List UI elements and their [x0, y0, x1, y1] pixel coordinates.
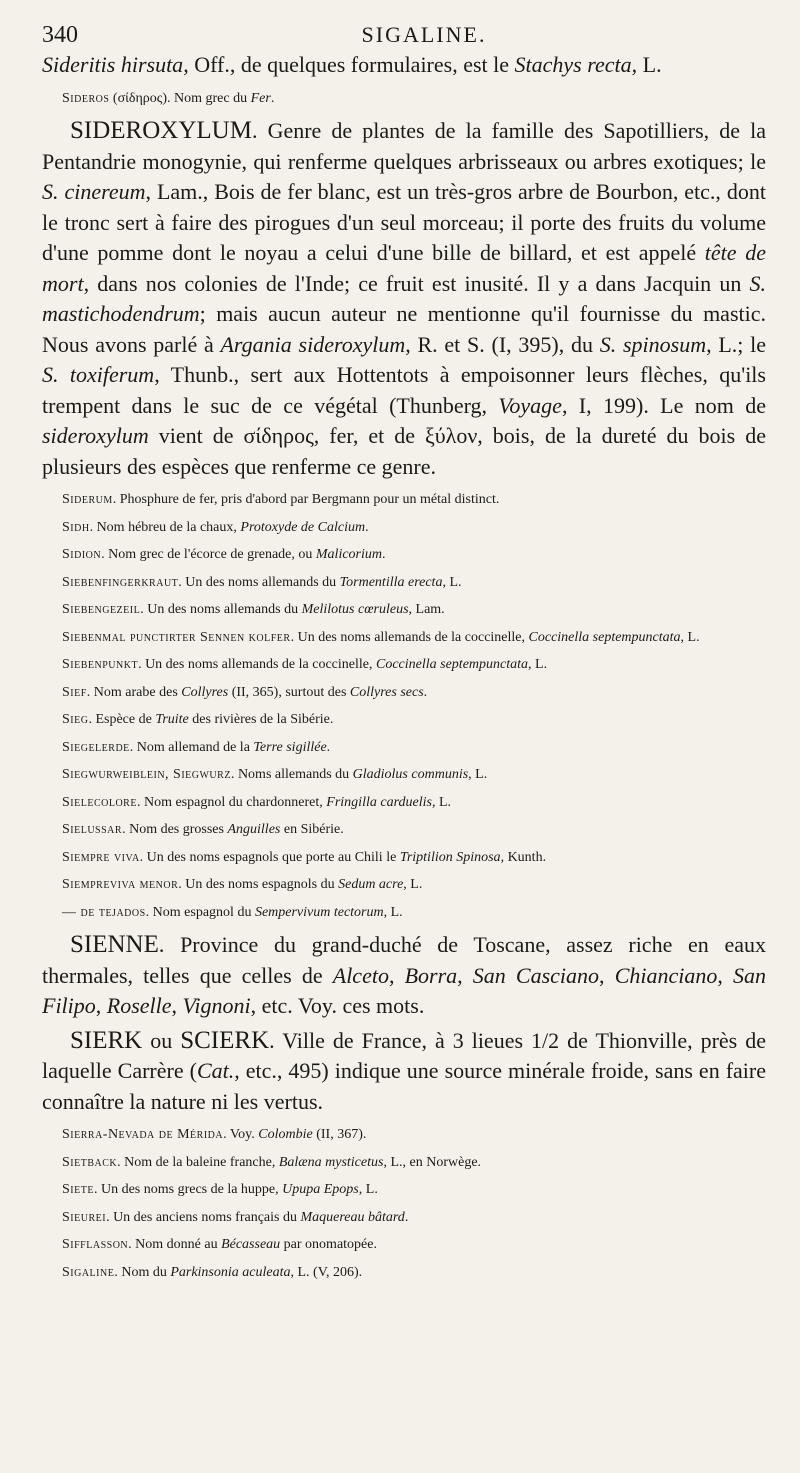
entry-headword: Siebengezeil: [62, 602, 141, 617]
entry-headword: — de tejados: [62, 904, 146, 920]
entry-headword: Sierra-Nevada de Mérida: [62, 1127, 224, 1142]
italic-term: San Casciano: [472, 962, 600, 988]
entry-text: , Lam.: [408, 602, 445, 617]
entry-text: , Off., de quelques formulaires, est le: [183, 52, 515, 77]
italic-term: Malicorium: [315, 547, 382, 562]
entry-siempre: [62, 848, 766, 868]
entry-headword: Siegwurweiblein, Siegwurz: [62, 767, 231, 782]
italic-term: Collyres: [181, 684, 229, 700]
italic-term: Upupa Epops: [282, 1182, 359, 1197]
dictionary-entries: [42, 50, 766, 1282]
entry-headword: Sieg: [62, 712, 89, 727]
entry-text: . Nom arabe des: [86, 684, 182, 700]
entry-headword: Sielecolore: [62, 794, 137, 810]
italic-term: Parkinsonia aculeata: [170, 1264, 291, 1280]
entry-text: .: [382, 547, 386, 562]
entry-headword: Siebenpunkt: [62, 657, 139, 672]
entry-text: . Un des noms allemands du: [140, 602, 302, 617]
entry-sielussar: [62, 820, 766, 840]
entry-text: en Sibérie.: [280, 822, 344, 837]
entry-sideroxylum: [42, 116, 766, 482]
entry-headword: Siderum: [62, 492, 113, 507]
entry-text: , Kunth.: [500, 849, 547, 865]
italic-term: Stachys recta: [514, 52, 632, 77]
entry-headword: Siegelerde: [62, 739, 130, 755]
entry-headword: SCIERK: [180, 1026, 270, 1054]
entry-text: .: [270, 90, 275, 106]
entry-text: ,: [457, 962, 473, 988]
entry-headword: Siempre viva: [62, 849, 140, 865]
entry-siegelerde: [62, 738, 766, 758]
entry-text: . Nom allemand de la: [129, 739, 254, 755]
italic-term: Tormentilla erecta: [339, 574, 443, 590]
entry-text: .: [404, 1209, 409, 1225]
entry-text: , I, 199). Le nom de: [561, 392, 766, 418]
entry-text: , Lam., Bois de fer blanc, est un très-gros arbre de Bourbon, etc., dont le tronc sert à faire des pirogues d'un seul morceau; il porte des fruits du volume d'une pomme dont le noyau a celui d'une bille de billard, et est appelé: [42, 179, 766, 265]
italic-term: S. spinosum: [599, 331, 707, 357]
entry-text: ou: [142, 1027, 181, 1053]
italic-term: Borra: [404, 962, 458, 988]
entry-sierranevada: [62, 1125, 766, 1145]
entry-text: . Un des noms espagnols que porte au Chili le: [139, 849, 400, 865]
entry-text: .: [423, 684, 428, 700]
entry-headword: Sieurei: [62, 1209, 107, 1225]
entry-headword: SIDEROXYLUM: [70, 117, 252, 144]
entry-text: . Voy.: [223, 1127, 259, 1142]
entry-headword: SIENNE: [70, 931, 159, 958]
entry-siebenmal: [62, 628, 766, 648]
entry-text: des rivières de la Sibérie.: [188, 712, 334, 727]
entry-text: , L.; le: [706, 331, 767, 357]
italic-term: Coccinella septempunctata: [376, 657, 529, 672]
italic-term: Maquereau bâtard: [300, 1209, 405, 1225]
entry-text: , L., en Norwège.: [383, 1154, 482, 1170]
italic-term: sideroxylum: [42, 423, 149, 448]
entry-text: . Nom de la baleine franche,: [117, 1154, 279, 1170]
entry-headword: Sidion: [62, 547, 102, 562]
italic-term: Voyage: [498, 392, 562, 418]
entry-text: .: [326, 739, 331, 755]
entry-text: . Nom espagnol du: [145, 904, 255, 920]
entry-headword: Sietback: [62, 1154, 118, 1170]
italic-term: Alceto: [332, 962, 389, 988]
entry-headword: Sifflasson: [62, 1237, 129, 1252]
entry-text: ,: [171, 993, 183, 1018]
page-header: [42, 0, 766, 48]
entry-sielecolore: [62, 793, 766, 813]
entry-text: . Phosphure de fer, pris d'abord par Bergmann pour un métal distinct.: [112, 492, 500, 507]
entry-text: , Thunb., sert aux Hottentots à empoisonner leurs flèches, qu'ils trempent dans le suc de ce végétal (Thunberg,: [42, 362, 766, 418]
entry-headword: Sidh: [62, 519, 90, 535]
entry-text: . Nom grec de l'écorce de grenade, ou: [101, 547, 316, 562]
entry-text: ,: [388, 962, 405, 988]
entry-text: , L.: [680, 629, 700, 645]
entry-headword: Sideros: [62, 90, 110, 106]
entry-text: . Province du grand-duché de Toscane, assez riche en eaux thermales, telles que celles de: [42, 932, 766, 988]
italic-term: Roselle: [106, 993, 172, 1018]
entry-text: , L.: [383, 904, 403, 920]
entry-headword: SIERK: [70, 1026, 143, 1054]
entry-headword: Sielussar: [62, 822, 123, 837]
italic-term: Sedum acre: [338, 877, 404, 892]
entry-text: , R. et S. (I, 395), du: [405, 331, 600, 357]
entry-sierk: [42, 1026, 766, 1118]
italic-term: S. cinereum: [42, 179, 146, 204]
italic-term: Coccinella septempunctata: [528, 629, 681, 645]
entry-text: . Noms allemands du: [230, 767, 353, 782]
entry-text: . Nom espagnol du chardonneret,: [136, 794, 327, 810]
entry-text: ,: [717, 962, 733, 988]
italic-term: Fer: [250, 90, 271, 106]
entry-text: vient de σίδηρος, fer, et de ξύλον, bois, de la dureté du bois de plusieurs des espèces que renferme ce genre.: [42, 423, 766, 479]
italic-term: Colombie: [258, 1127, 313, 1142]
entry-sief: [62, 683, 766, 703]
entry-text: . Un des noms espagnols du: [178, 877, 339, 892]
italic-term: Cat.: [196, 1058, 235, 1083]
italic-term: Argania sideroxylum: [220, 331, 406, 357]
entry-sieg: [62, 710, 766, 730]
entry-text: . Nom hébreu de la chaux,: [89, 519, 241, 535]
entry-sifflasson: [62, 1235, 766, 1255]
italic-term: Anguilles: [227, 822, 281, 837]
entry-headword: Sigaline: [62, 1264, 115, 1280]
entry-text: . Ville de France, à 3 lieues 1/2 de Thionville, près de laquelle Carrère (: [42, 1027, 766, 1083]
entry-siebengezeil: [62, 600, 766, 620]
entry-text: (II, 367).: [312, 1127, 367, 1142]
entry-siebenfinger: [62, 573, 766, 593]
entry-text: . Nom donné au: [128, 1237, 222, 1252]
entry-text: ,: [95, 993, 107, 1018]
italic-term: Triptilion Spinosa: [399, 849, 501, 865]
entry-text: . Un des noms allemands du: [178, 574, 340, 590]
entry-text: . Un des noms allemands de la coccinelle,: [138, 657, 376, 672]
entry-siegwurweiblein: [62, 765, 766, 785]
entry-text: . Genre de plantes de la famille des Sapotilliers, de la Pentandrie monogynie, qui renferme quelques arbrisseaux ou arbres exotiques; le: [42, 118, 766, 174]
entry-siderum: [62, 490, 766, 510]
entry-text: , L.: [403, 877, 423, 892]
entry-sieurei: [62, 1208, 766, 1228]
entry-text: , L.: [528, 657, 548, 672]
entry-sietback: [62, 1153, 766, 1173]
italic-term: Fringilla carduelis: [326, 794, 432, 810]
entry-text: , etc. Voy. ces mots.: [250, 993, 425, 1018]
italic-term: Chianciano: [614, 962, 718, 988]
entry-text: . Un des noms grecs de la huppe,: [93, 1182, 283, 1197]
entry-siete: [62, 1180, 766, 1200]
entry-text: . Un des noms allemands de la coccinelle,: [290, 629, 529, 645]
entry-sidion: [62, 545, 766, 565]
italic-term: Balæna mysticetus: [278, 1154, 384, 1170]
italic-term: Gladiolus communis: [352, 767, 469, 782]
entry-headword: Siebenmal punctirter Sennen kolfer: [62, 629, 291, 645]
entry-detejados: [62, 903, 766, 923]
entry-text: . Espèce de: [88, 712, 156, 727]
entry-sienne: [42, 930, 766, 1022]
entry-text: , dans nos colonies de l'Inde; ce fruit est inusité. Il y a dans Jacquin un: [83, 270, 750, 296]
italic-term: Vignoni: [182, 993, 251, 1018]
entry-text: , L. (V, 206).: [290, 1264, 363, 1280]
italic-term: Melilotus cœruleus: [301, 602, 409, 617]
entry-text: ; mais aucun auteur ne mentionne qu'il fournisse du mastic. Nous avons parlé à: [42, 301, 766, 357]
italic-term: tête de mort: [42, 240, 766, 296]
entry-sigaline: [62, 1263, 766, 1283]
entry-siebenpunkt: [62, 655, 766, 675]
italic-term: Collyres secs: [349, 684, 424, 700]
entry-text: par onomatopée.: [280, 1237, 377, 1252]
entry-headword: Sief: [62, 684, 87, 700]
italic-term: Truite: [155, 712, 189, 727]
entry-sidh: [62, 518, 766, 538]
entry-text: . Nom du: [114, 1264, 171, 1280]
entry-text: , L.: [631, 52, 662, 77]
italic-term: Sideritis hirsuta: [42, 52, 184, 77]
entry-headword: Siete: [62, 1182, 94, 1197]
italic-term: Sempervivum tectorum: [254, 904, 384, 920]
page-number: 340: [42, 22, 78, 48]
italic-term: Protoxyde de Calcium: [240, 519, 366, 535]
entry-sideritis: [42, 50, 766, 81]
entry-text: (II, 365), surtout des: [228, 684, 350, 700]
entry-text: . Nom des grosses: [122, 822, 228, 837]
running-title: SIGALINE.: [361, 22, 487, 47]
entry-text: . Un des anciens noms français du: [106, 1209, 301, 1225]
italic-term: Terre sigillée: [253, 739, 327, 755]
entry-text: , L.: [358, 1182, 378, 1197]
entry-text: , L.: [442, 574, 462, 590]
italic-term: S. mastichodendrum: [42, 270, 766, 326]
entry-text: ,: [599, 962, 615, 988]
entry-text: , L.: [431, 794, 452, 810]
entry-text: .: [365, 519, 369, 535]
italic-term: Bécasseau: [221, 1237, 281, 1252]
entry-text: (σίδηρος). Nom grec du: [109, 90, 251, 106]
entry-text: , L.: [468, 767, 488, 782]
entry-headword: Siebenfingerkraut: [62, 574, 179, 590]
italic-term: S. toxiferum: [42, 362, 155, 387]
italic-term: San Filipo: [42, 962, 766, 1018]
entry-siemprevivamenor: [62, 875, 766, 895]
entry-sideros: [62, 89, 766, 109]
entry-headword: Siempreviva menor: [62, 877, 179, 892]
entry-text: , etc., 495) indique une source minérale froide, sans en faire connaître la nature ni les vertus.: [42, 1058, 767, 1114]
